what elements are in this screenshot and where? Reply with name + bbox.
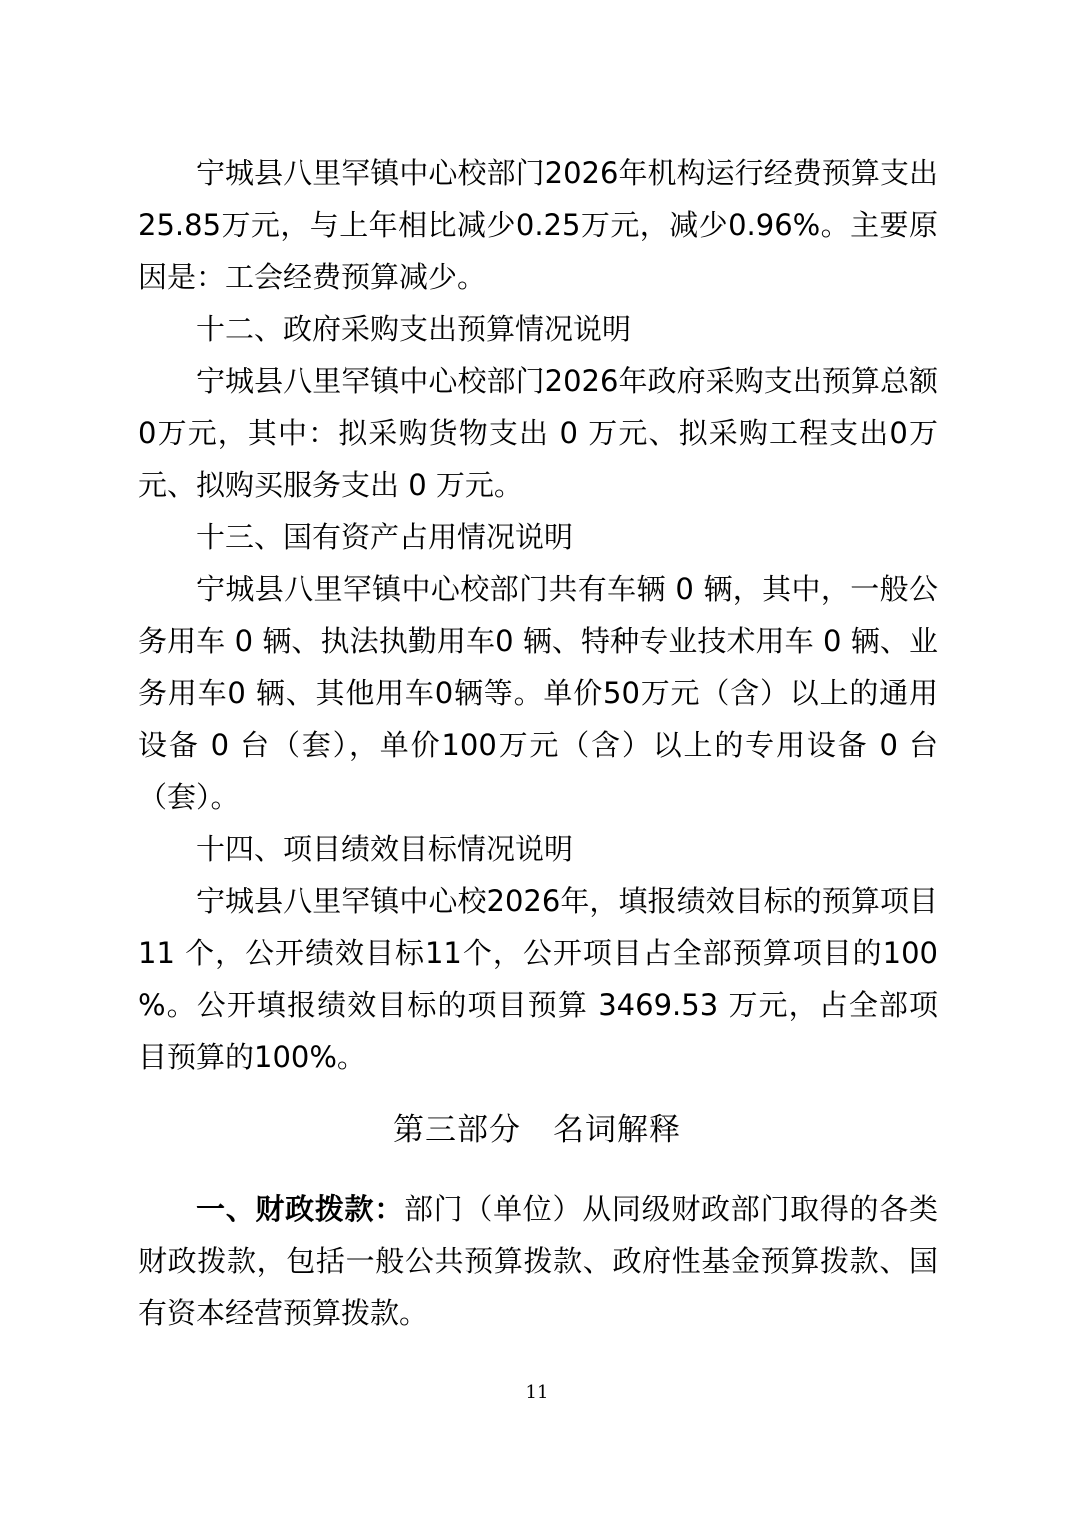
- section-heading-procurement: 十二、政府采购支出预算情况说明: [196, 312, 632, 346]
- paragraph-performance: 宁城县八里罕镇中心校2026年，填报绩效目标的预算项目11 个，公开绩效目标11个，公开项目占全部预算项目的100 %。公开填报绩效目标的项目预算 3469.53 万元，占全部项目预算的100%。: [138, 884, 938, 1074]
- body-text-block: [138, 147, 938, 1083]
- glossary-block: [138, 1183, 938, 1339]
- page-number: 11: [525, 1382, 549, 1403]
- term-label: 一、财政拨款：: [196, 1192, 404, 1226]
- paragraph-procurement: 宁城县八里罕镇中心校部门2026年政府采购支出预算总额0万元，其中：拟采购货物支出 0 万元、拟采购工程支出0万元、拟购买服务支出 0 万元。: [138, 364, 938, 502]
- term-definition: 部门（单位）从同级财政部门取得的各类财政拨款，包括一般公共预算拨款、政府性基金预算拨款、国有资本经营预算拨款。: [138, 1192, 938, 1330]
- paragraph-assets: 宁城县八里罕镇中心校部门共有车辆 0 辆，其中，一般公务用车 0 辆、执法执勤用车0 辆、特种专业技术用车 0 辆、业务用车0 辆、其他用车0辆等。单价50万元（含）以上的通用设备 0 台（套），单价100万元（含）以上的专用设备 0 台（套）。: [138, 572, 938, 814]
- section-heading-performance: 十四、项目绩效目标情况说明: [196, 832, 574, 866]
- paragraph-operating-expenses: 宁城县八里罕镇中心校部门2026年机构运行经费预算支出25.85万元，与上年相比减少0.25万元，减少0.96%。主要原因是：工会经费预算减少。: [138, 156, 938, 294]
- part-three-heading: 第三部分 名词解释: [393, 1112, 681, 1148]
- section-heading-assets: 十三、国有资产占用情况说明: [196, 520, 574, 554]
- glossary-term-fiscal-appropriation: [138, 1183, 938, 1339]
